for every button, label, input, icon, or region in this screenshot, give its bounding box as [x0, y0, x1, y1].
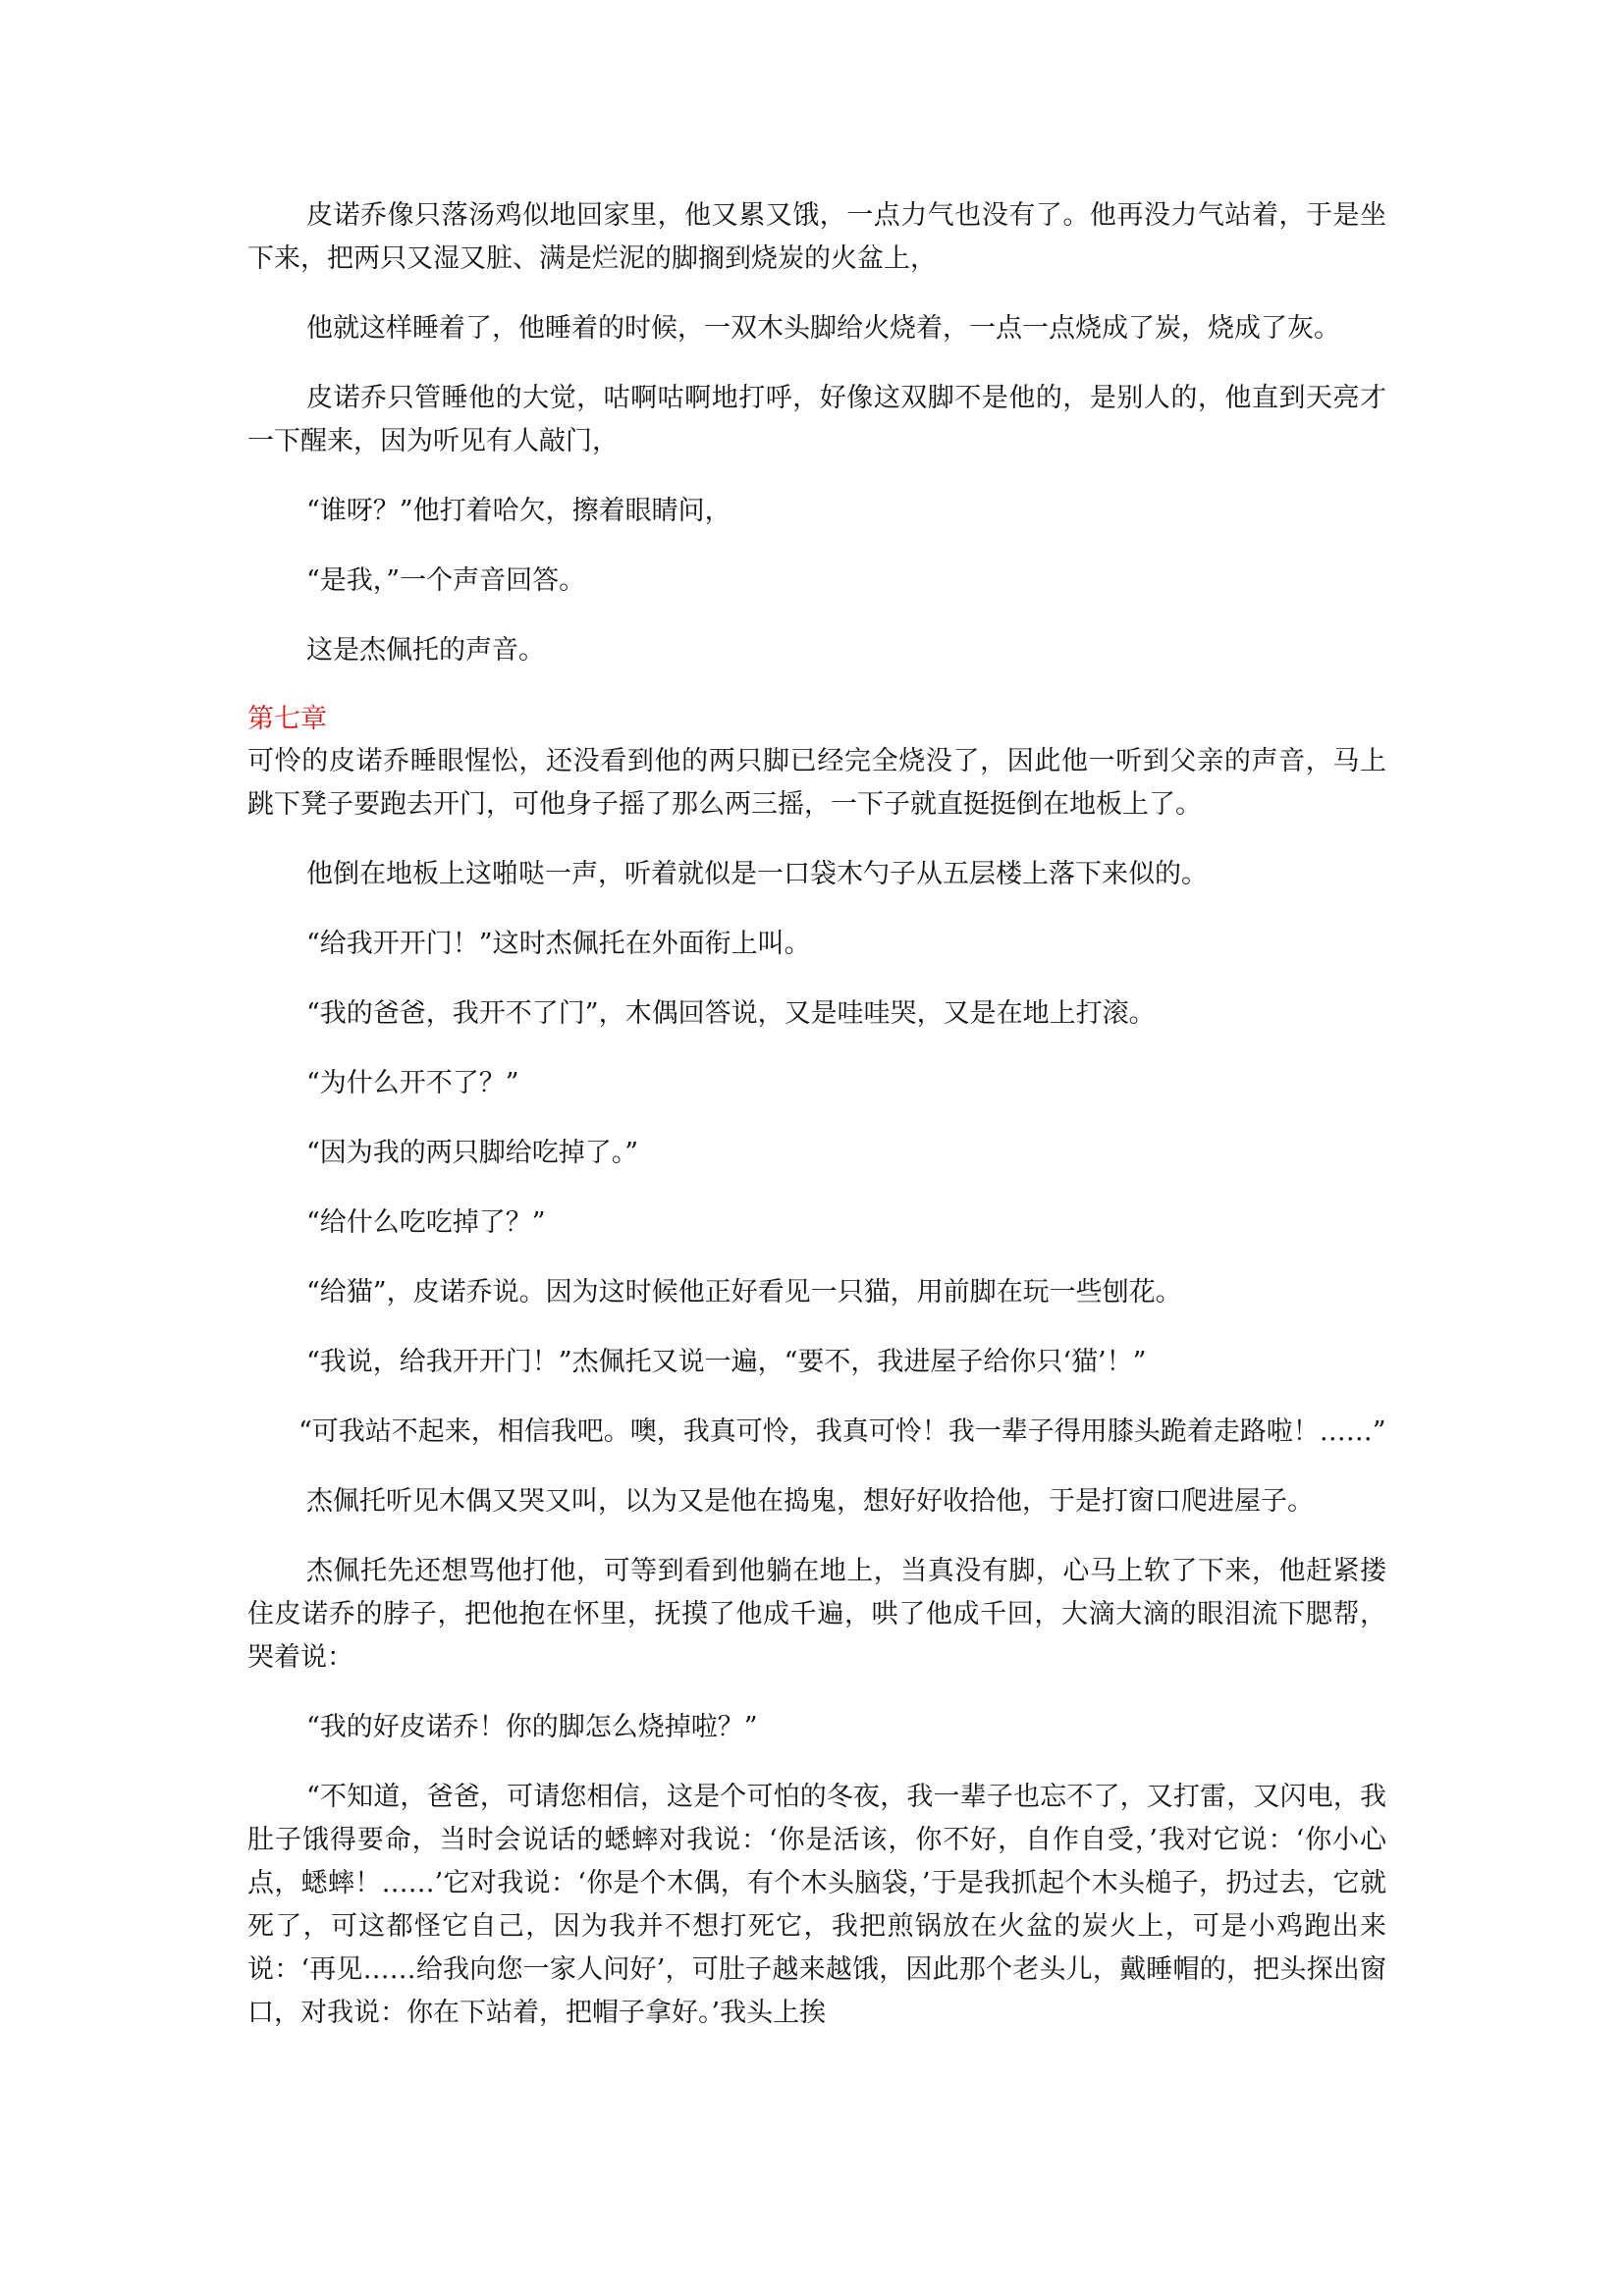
paragraph: “我的爸爸，我开不了门”，木偶回答说，又是哇哇哭，又是在地上打滚。: [306, 998, 1156, 1029]
paragraph: “为什么开不了？”: [306, 1068, 519, 1098]
outdented-quote: “可我站不起来，相信我吧。噢，我真可怜，我真可怜！我一辈子得用膝头跪着走路啦！……”: [298, 1416, 1386, 1447]
paragraph: 皮诺乔只管睡他的大觉，咕啊咕啊地打呼，好像这双脚不是他的，是别人的，他直到天亮才一下醒来，因为听见有人敲门，: [247, 383, 1386, 456]
paragraph: “不知道，爸爸，可请您相信，这是个可怕的冬夜，我一辈子也忘不了，又打雷，又闪电，我肚子饿得要命，当时会说话的蟋蟀对我说：‘你是活该，你不好，自作自受，’我对它说：‘你小心点，蟋蟀！……’它对我说：‘你是个木偶，有个木头脑袋，’于是我抓起个木头槌子，扔过去，它就死了，可这都怪它自己，因为我并不想打死它，我把煎锅放在火盆的炭火上，可是小鸡跑出来说：‘再见……给我向您一家人问好’，可肚子越来越饿，因此那个老头儿，戴睡帽的，把头探出窗口，对我说：你在下站着，把帽子拿好。’我头上挨: [247, 1782, 1386, 2028]
paragraph: 他就这样睡着了，他睡着的时候，一双木头脚给火烧着，一点一点烧成了炭，烧成了灰。: [306, 313, 1340, 344]
paragraph: “谁呀？”他打着哈欠，擦着眼睛问，: [306, 496, 731, 526]
paragraph: “给什么吃吃掉了？”: [306, 1207, 546, 1238]
paragraph: “我说，给我开开门！”杰佩托又说一遍，“要不，我进屋子给你只‘猫’！”: [306, 1347, 1147, 1377]
chapter-heading: 第七章: [247, 704, 327, 734]
paragraph: 杰佩托听见木偶又哭又叫，以为又是他在捣鬼，想好好收拾他，于是打窗口爬进屋子。: [306, 1486, 1314, 1517]
paragraph: 杰佩托先还想骂他打他，可等到看到他躺在地上，当真没有脚，心马上软了下来，他赶紧搂住皮诺乔的脖子，把他抱在怀里，抚摸了他成千遍，哄了他成千回，大滴大滴的眼泪流下腮帮，哭着说：: [247, 1556, 1386, 1673]
paragraph: “给我开开门！”这时杰佩托在外面衔上叫。: [306, 929, 811, 959]
paragraph: 这是杰佩托的声音。: [306, 635, 545, 666]
paragraph: “给猫”，皮诺乔说。因为这时候他正好看见一只猫，用前脚在玩一些刨花。: [306, 1277, 1182, 1308]
chapter-first-paragraph: 可怜的皮诺乔睡眼惺忪，还没看到他的两只脚已经完全烧没了，因此他一听到父亲的声音，马上跳下凳子要跑去开门，可他身子摇了那么两三摇，一下子就直挺挺倒在地板上了。: [247, 746, 1386, 820]
paragraph: 他倒在地板上这啪哒一声，听着就似是一口袋木勺子从五层楼上落下来似的。: [306, 859, 1208, 889]
document-page: [247, 194, 1386, 2061]
paragraph: 皮诺乔像只落汤鸡似地回家里，他又累又饿，一点力气也没有了。他再没力气站着，于是坐下来，把两只又湿又脏、满是烂泥的脚搁到烧炭的火盆上，: [247, 200, 1386, 274]
paragraph: “是我，”一个声音回答。: [306, 565, 586, 596]
paragraph: “因为我的两只脚给吃掉了。”: [306, 1138, 639, 1168]
paragraph: “我的好皮诺乔！你的脚怎么烧掉啦？”: [306, 1712, 758, 1742]
